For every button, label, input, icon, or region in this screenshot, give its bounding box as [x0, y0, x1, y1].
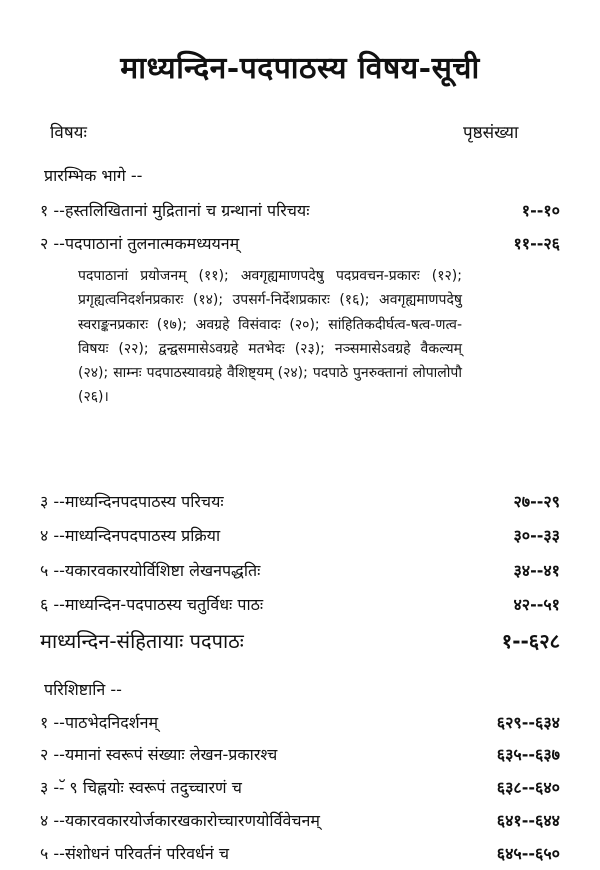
toc-row — [40, 711, 560, 737]
toc-row — [40, 524, 560, 550]
main-entry-row — [40, 627, 560, 657]
toc-row-pages: ३४--४१ — [513, 561, 560, 580]
toc-row-label: १ --हस्तलिखितानां मुद्रितानां च ग्रन्थानां परिचयः — [40, 201, 310, 220]
main-entry-label: माध्यन्दिन-संहितायाः पदपाठः — [40, 629, 244, 653]
column-header-pages: पृष्ठसंख्या — [463, 123, 519, 143]
toc-row-pages: २७--२९ — [513, 492, 560, 511]
toc-row-pages: ६३५--६३७ — [496, 745, 560, 764]
toc-row-pages: ६४१--६४४ — [496, 811, 560, 830]
toc-row-label: २ --यमानां स्वरूपं संख्याः लेखन-प्रकारश्च — [40, 745, 278, 764]
toc-row-pages: ६२९--६३४ — [496, 713, 560, 732]
toc-row-pages: ६४५--६५० — [496, 844, 560, 863]
main-entry-pages: १--६२८ — [501, 629, 560, 653]
toc-row-pages: ३०--३३ — [513, 526, 560, 545]
toc-row-pages: ६३८--६४० — [496, 778, 560, 797]
toc-row-pages: ११--२६ — [513, 234, 560, 253]
column-header-subject: विषयः — [50, 123, 87, 143]
toc-row-label: ४ --यकारवकारयोर्जकारखकारोच्चारणयोर्विवेचनम् — [40, 811, 320, 830]
toc-row — [40, 842, 560, 868]
toc-row-label: १ --पाठभेदनिदर्शनम् — [40, 713, 159, 732]
subtopics-paragraph: पदपाठानां प्रयोजनम् (११); अवगृह्यमाणपदेषु पदप्रवचन-प्रकारः (१२); प्रगृह्यत्वनिदर्शनप्रकारः (१४); उपसर्ग-निर्देशप्रकारः (१६); अवगृह्यमाणपदेषु स्वराङ्कनप्रकारः (१७); अवग्रहे विसंवादः (२०); सांहितिकदीर्घत्व-षत्व-णत्व-विषयः (२२); द्वन्द्वसमासेऽवग्रहे मतभेदः (२३); नञ्समासेऽवग्रहे वैकल्यम् (२४); साम्नः पदपाठस्यावग्रहे वैशिष्ट्यम् (२४); पदपाठे पुनरुक्तानां लोपालोपौ (२६)। — [78, 268, 462, 406]
toc-row — [40, 559, 560, 585]
toc-row-label: ६ --माध्यन्दिन-पदपाठस्य चतुर्विधः पाठः — [40, 595, 264, 614]
toc-row-label: २ --पदपाठानां तुलनात्मकमध्ययनम् — [40, 234, 240, 253]
toc-row — [40, 593, 560, 619]
toc-row — [40, 490, 560, 516]
toc-row — [40, 232, 560, 258]
page-title: माध्यन्दिन-पदपाठस्य विषय-सूची — [120, 51, 480, 86]
toc-row-label: ५ --यकारवकारयोर्विशिष्टा लेखनपद्धतिः — [40, 561, 261, 580]
toc-row — [40, 809, 560, 835]
toc-row-label: ३ --ॅ ९ चिह्नयोः स्वरूपं तदुच्चारणं च — [40, 778, 242, 797]
toc-row-label: ५ --संशोधनं परिवर्तनं परिवर्धनं च — [40, 844, 229, 863]
section-heading-appendices: परिशिष्टानि -- — [44, 680, 122, 699]
section-heading-introductory: प्रारम्भिक भागे -- — [44, 166, 143, 185]
toc-row-label: ४ --माध्यन्दिनपदपाठस्य प्रक्रिया — [40, 526, 221, 545]
toc-row-pages: ४२--५१ — [513, 595, 560, 614]
toc-row-label: ३ --माध्यन्दिनपदपाठस्य परिचयः — [40, 492, 224, 511]
toc-row — [40, 743, 560, 769]
toc-row-pages: १--१० — [521, 201, 560, 220]
toc-row — [40, 199, 560, 225]
toc-row — [40, 776, 560, 802]
